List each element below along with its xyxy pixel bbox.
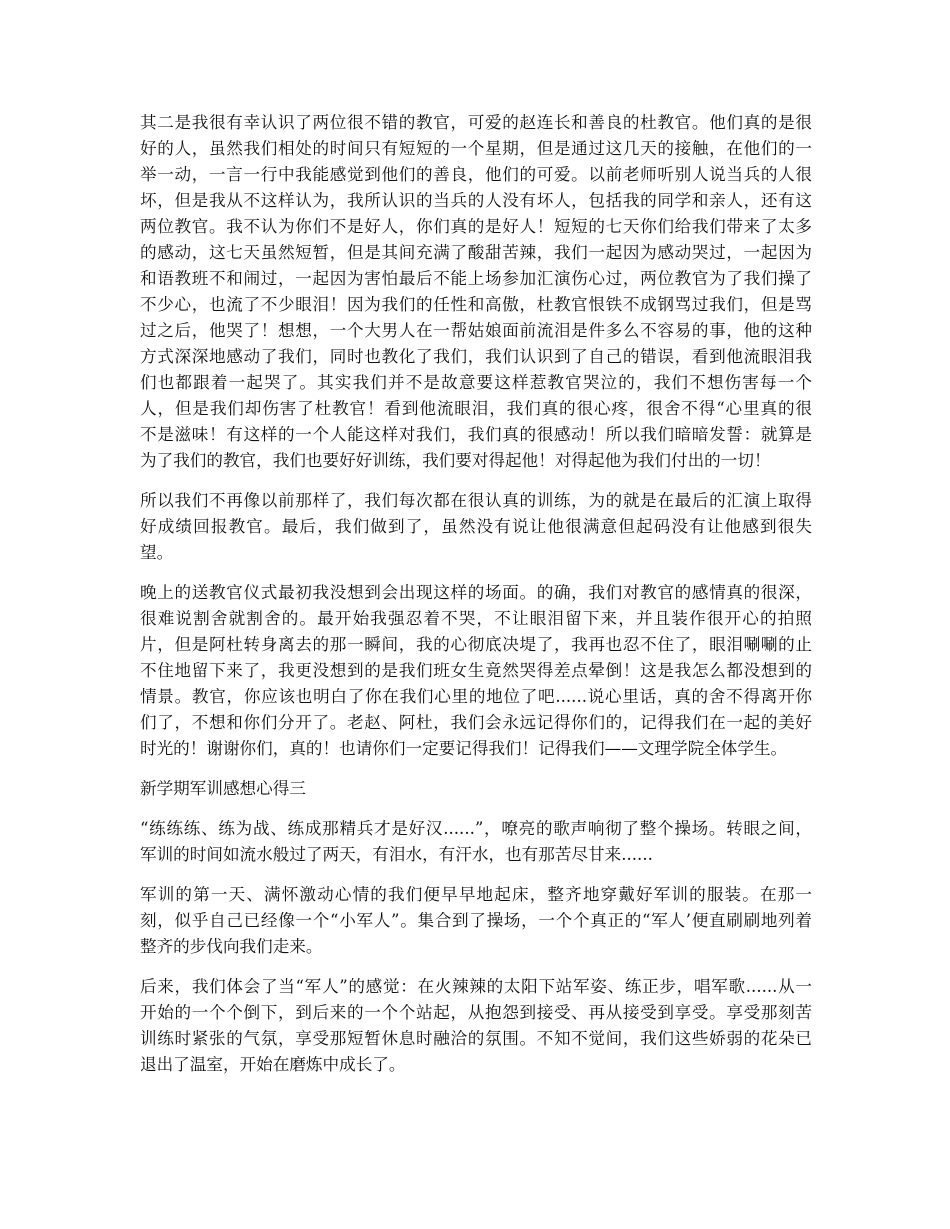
text-line: 的感动，这七天虽然短暂，但是其间充满了酸甜苦辣，我们一起因为感动哭过，一起因为: [140, 243, 812, 262]
text-line: 为了我们的教官，我们也要好好训练，我们要对得起他！对得起他为我们付出的一切！: [140, 451, 771, 470]
text-line: 片，但是阿杜转身离去的那一瞬间，我的心彻底决堤了，我再也忍不住了，眼泪唰唰的止: [140, 635, 812, 654]
text-line: 不少心，也流了不少眼泪！因为我们的任性和高傲，杜教官恨铁不成钢骂过我们，但是骂: [140, 295, 812, 314]
text-line: 整齐的步伐向我们走来。: [140, 937, 323, 956]
paragraph-farewell-ceremony: [140, 580, 812, 762]
text-line: 望。: [140, 543, 174, 562]
text-line: 后来，我们体会了当“军人”的感觉：在火辣辣的太阳下站军姿、练正步，唱军歌......从一: [140, 977, 812, 996]
text-line: 开始的一个个倒下，到后来的一个个站起，从抱怨到接受、再从接受到享受。享受那刻苦: [140, 1003, 812, 1022]
text-line: 新学期军训感想心得三: [140, 779, 306, 798]
paragraph-song-intro: [140, 816, 812, 868]
text-line: 过之后，他哭了！想想，一个大男人在一帮姑娘面前流泪是件多么不容易的事，他的这种: [140, 321, 812, 340]
paragraph-first-day: [140, 882, 812, 960]
text-line: 情景。教官，你应该也明白了你在我们心里的地位了吧......说心里话，真的舍不得离开你: [140, 687, 812, 706]
paragraph-instructors: [140, 110, 812, 474]
text-line: 两位教官。我不认为你们不是好人，你们真的是好人！短短的七天你们给我们带来了太多: [140, 217, 812, 236]
text-line: 坏，但是我从不这样认为，我所认识的当兵的人没有坏人，包括我的同学和亲人，还有这: [140, 191, 812, 210]
section-heading: [140, 776, 812, 802]
text-line: 方式深深地感动了我们，同时也教化了我们，我们认识到了自己的错误，看到他流眼泪我: [140, 347, 812, 366]
text-line: 举一动，一言一行中我能感觉到他们的善良，他们的可爱。以前老师听别人说当兵的人很: [140, 165, 812, 184]
text-line: 训练时紧张的气氛，享受那短暂休息时融洽的氛围。不知不觉间，我们这些娇弱的花朵已: [140, 1029, 812, 1048]
text-line: 和语教班不和闹过，一起因为害怕最后不能上场参加汇演伤心过，两位教官为了我们操了: [140, 269, 812, 288]
text-line: 好成绩回报教官。最后，我们做到了，虽然没有说让他很满意但起码没有让他感到很失: [140, 517, 812, 536]
text-line: 很难说割舍就割舍的。最开始我强忍着不哭，不让眼泪留下来，并且装作很开心的拍照: [140, 609, 812, 628]
text-line: 不住地留下来了，我更没想到的是我们班女生竟然哭得差点晕倒！这是我怎么都没想到的: [140, 661, 812, 680]
text-line: 退出了温室，开始在磨炼中成长了。: [140, 1055, 406, 1074]
text-line: “练练练、练为战、练成那精兵才是好汉......”，嘹亮的歌声响彻了整个操场。转眼之间，: [140, 819, 812, 838]
text-line: 晚上的送教官仪式最初我没想到会出现这样的场面。的确，我们对教官的感情真的很深，: [140, 583, 812, 602]
text-line: 们了，不想和你们分开了。老赵、阿杜，我们会永远记得你们的，记得我们在一起的美好: [140, 713, 812, 732]
text-line: 不是滋味！有这样的一个人能这样对我们，我们真的很感动！所以我们暗暗发誓：就算是: [140, 425, 812, 444]
text-line: 刻，似乎自己已经像一个“小军人”。集合到了操场，一个个真正的“军人’便直刷刷地列着: [140, 911, 812, 930]
paragraph-soldier-feeling: [140, 974, 812, 1078]
text-line: 们也都跟着一起哭了。其实我们并不是故意要这样惹教官哭泣的，我们不想伤害每一个: [140, 373, 812, 392]
text-line: 所以我们不再像以前那样了，我们每次都在很认真的训练，为的就是在最后的汇演上取得: [140, 491, 812, 510]
text-line: 军训的时间如流水般过了两天，有泪水，有汗水，也有那苦尽甘来......: [140, 845, 653, 864]
text-line: 军训的第一天、满怀激动心情的我们便早早地起床，整齐地穿戴好军训的服装。在那一: [140, 885, 812, 904]
text-line: 好的人，虽然我们相处的时间只有短短的一个星期，但是通过这几天的接触，在他们的一: [140, 139, 812, 158]
text-line: 人，但是我们却伤害了杜教官！看到他流眼泪，我们真的很心疼，很舍不得“心里真的很: [140, 399, 812, 418]
paragraph-training-effort: [140, 488, 812, 566]
text-line: 时光的！谢谢你们，真的！也请你们一定要记得我们！记得我们——文理学院全体学生。: [140, 739, 788, 758]
text-line: 其二是我很有幸认识了两位很不错的教官，可爱的赵连长和善良的杜教官。他们真的是很: [140, 113, 812, 132]
